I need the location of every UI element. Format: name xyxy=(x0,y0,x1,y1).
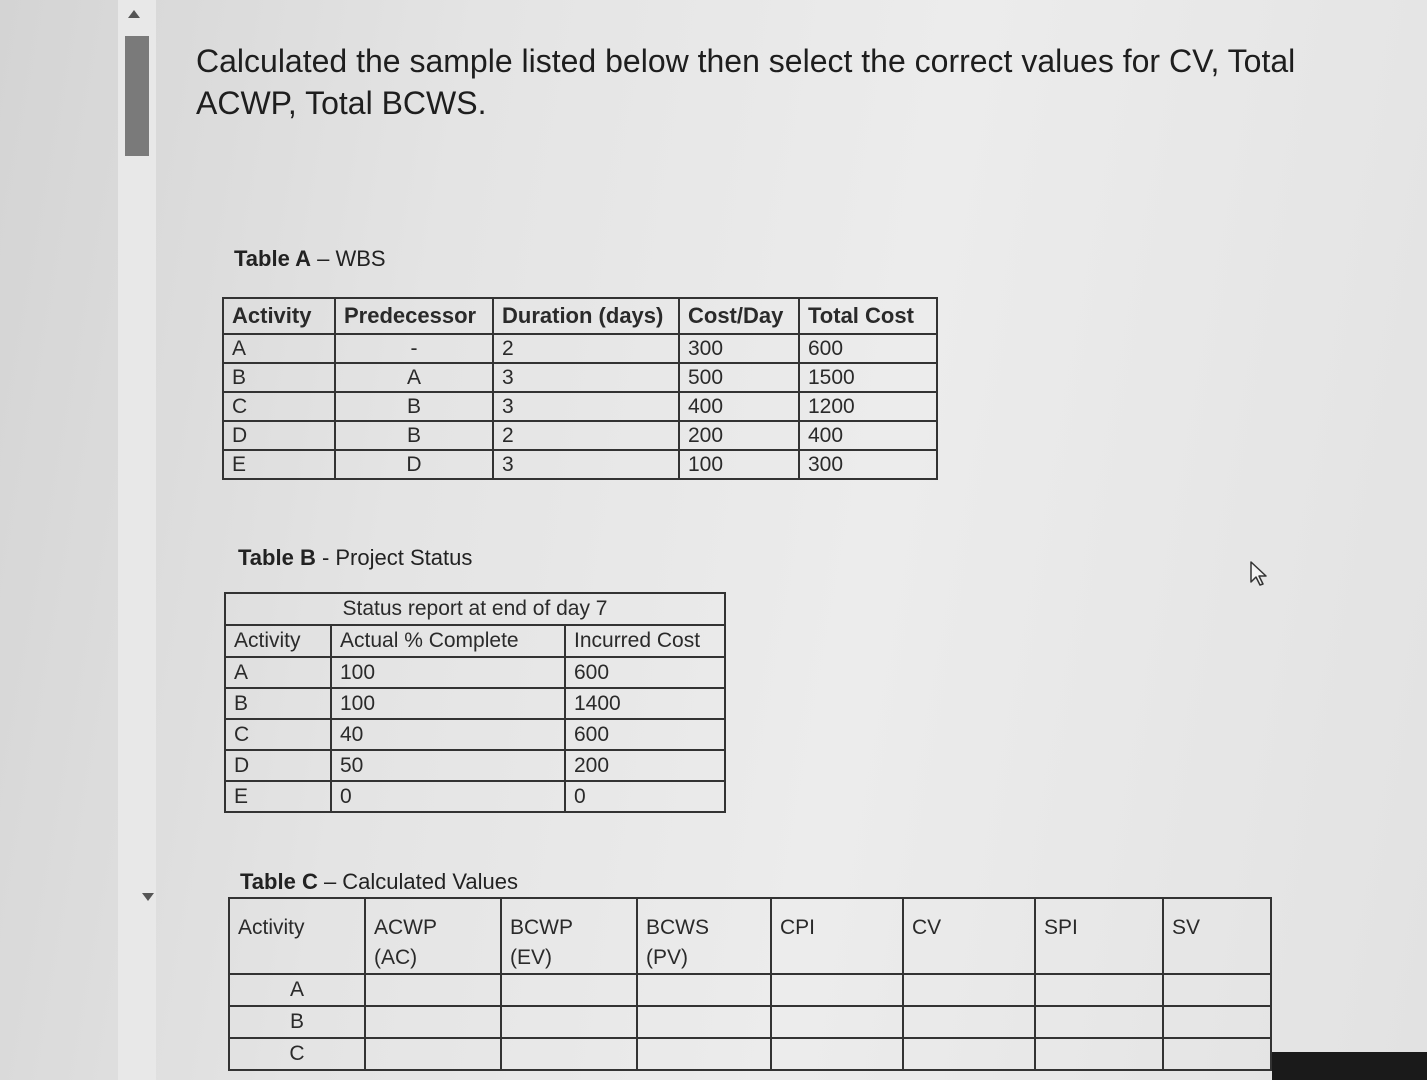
table-row xyxy=(223,450,937,479)
header-cpi xyxy=(771,898,903,974)
empty-cell[interactable] xyxy=(365,1038,501,1070)
table-row xyxy=(229,974,1271,1006)
empty-cell[interactable] xyxy=(903,974,1035,1006)
cell: 1400 xyxy=(565,688,725,719)
header-line2: (AC) xyxy=(374,946,418,969)
scroll-up-arrow-icon[interactable] xyxy=(128,10,140,18)
table-header-row xyxy=(229,898,1271,974)
header-line1: BCWP xyxy=(510,916,573,939)
header-cv xyxy=(903,898,1035,974)
header-activity: Activity xyxy=(225,625,331,657)
table-b-caption-bold: Table B xyxy=(238,545,316,570)
vertical-scrollbar[interactable] xyxy=(118,0,156,1080)
cell-activity: A xyxy=(229,974,365,1006)
table-row xyxy=(225,719,725,750)
cell: A xyxy=(223,334,335,363)
table-a-caption xyxy=(234,246,386,272)
cell: B xyxy=(335,421,493,450)
table-row xyxy=(225,688,725,719)
header-line1: CV xyxy=(912,916,942,939)
header-sv xyxy=(1163,898,1271,974)
cell: D xyxy=(223,421,335,450)
table-row xyxy=(223,392,937,421)
empty-cell[interactable] xyxy=(501,1006,637,1038)
status-report-title: Status report at end of day 7 xyxy=(225,593,725,625)
cell: 600 xyxy=(565,657,725,688)
header-predecessor: Predecessor xyxy=(335,298,493,334)
table-c-caption xyxy=(240,869,518,895)
table-row xyxy=(225,750,725,781)
project-status-table xyxy=(224,592,726,813)
cell: 40 xyxy=(331,719,565,750)
header-line2: (EV) xyxy=(510,946,552,969)
cell-activity: C xyxy=(229,1038,365,1070)
screen-bezel-edge xyxy=(1272,1052,1427,1080)
calculated-values-table xyxy=(228,897,1272,1071)
header-actual-percent-complete: Actual % Complete xyxy=(331,625,565,657)
cell: 300 xyxy=(799,450,937,479)
cell: C xyxy=(223,392,335,421)
table-row xyxy=(223,334,937,363)
table-a-caption-bold: Table A xyxy=(234,246,312,271)
empty-cell[interactable] xyxy=(637,1038,771,1070)
empty-cell[interactable] xyxy=(903,1038,1035,1070)
empty-cell[interactable] xyxy=(771,1006,903,1038)
cell: 200 xyxy=(679,421,799,450)
header-line2: (PV) xyxy=(646,946,688,969)
header-spi xyxy=(1035,898,1163,974)
table-b-caption xyxy=(238,545,472,571)
cell: 200 xyxy=(565,750,725,781)
empty-cell[interactable] xyxy=(1163,1006,1271,1038)
cell-activity: B xyxy=(229,1006,365,1038)
table-row xyxy=(223,421,937,450)
header-activity xyxy=(229,898,365,974)
table-a-caption-rest: – WBS xyxy=(311,246,386,271)
header-line1: BCWS xyxy=(646,916,709,939)
scroll-down-arrow-icon[interactable] xyxy=(142,893,154,901)
empty-cell[interactable] xyxy=(1163,1038,1271,1070)
cell: 1200 xyxy=(799,392,937,421)
cell: 3 xyxy=(493,363,679,392)
cell: 3 xyxy=(493,392,679,421)
empty-cell[interactable] xyxy=(771,974,903,1006)
table-row xyxy=(225,657,725,688)
cell: 50 xyxy=(331,750,565,781)
cell: - xyxy=(335,334,493,363)
empty-cell[interactable] xyxy=(903,1006,1035,1038)
cell: 600 xyxy=(799,334,937,363)
table-header-row xyxy=(223,298,937,334)
empty-cell[interactable] xyxy=(501,974,637,1006)
cell: E xyxy=(223,450,335,479)
table-title-row xyxy=(225,593,725,625)
header-bcws xyxy=(637,898,771,974)
header-acwp xyxy=(365,898,501,974)
empty-cell[interactable] xyxy=(771,1038,903,1070)
empty-cell[interactable] xyxy=(1035,1006,1163,1038)
cell: C xyxy=(225,719,331,750)
empty-cell[interactable] xyxy=(501,1038,637,1070)
cell: 0 xyxy=(565,781,725,812)
question-text: Calculated the sample listed below then select the correct values for CV, Total ACWP, Total BCWS. xyxy=(196,43,1296,121)
cell: 100 xyxy=(331,657,565,688)
table-row xyxy=(229,1038,1271,1070)
cell: 3 xyxy=(493,450,679,479)
cell: E xyxy=(225,781,331,812)
cell: B xyxy=(223,363,335,392)
cell: 2 xyxy=(493,334,679,363)
empty-cell[interactable] xyxy=(1163,974,1271,1006)
empty-cell[interactable] xyxy=(637,974,771,1006)
cell: A xyxy=(225,657,331,688)
table-b-caption-rest: - Project Status xyxy=(315,545,473,570)
cell: D xyxy=(335,450,493,479)
cell: 1500 xyxy=(799,363,937,392)
empty-cell[interactable] xyxy=(365,1006,501,1038)
header-duration: Duration (days) xyxy=(493,298,679,334)
header-incurred-cost: Incurred Cost xyxy=(565,625,725,657)
cell: 400 xyxy=(799,421,937,450)
cell: A xyxy=(335,363,493,392)
cell: 600 xyxy=(565,719,725,750)
empty-cell[interactable] xyxy=(365,974,501,1006)
empty-cell[interactable] xyxy=(1035,1038,1163,1070)
table-c-caption-bold: Table C xyxy=(240,869,318,894)
table-row xyxy=(225,781,725,812)
cell: B xyxy=(335,392,493,421)
table-c-caption-rest: – Calculated Values xyxy=(317,869,518,894)
header-line1: Activity xyxy=(238,916,305,939)
header-cost-per-day: Cost/Day xyxy=(679,298,799,334)
header-line1: CPI xyxy=(780,916,816,939)
header-activity: Activity xyxy=(223,298,335,334)
mouse-pointer-icon xyxy=(1247,558,1277,588)
cell: 2 xyxy=(493,421,679,450)
header-line1: ACWP xyxy=(374,916,437,939)
cell: B xyxy=(225,688,331,719)
cell: 100 xyxy=(679,450,799,479)
table-row xyxy=(223,363,937,392)
header-line1: SV xyxy=(1172,916,1201,939)
wbs-table xyxy=(222,297,938,480)
cell: D xyxy=(225,750,331,781)
empty-cell[interactable] xyxy=(1035,974,1163,1006)
table-row xyxy=(229,1006,1271,1038)
header-line1: SPI xyxy=(1044,916,1078,939)
cell: 0 xyxy=(331,781,565,812)
cell: 100 xyxy=(331,688,565,719)
table-header-row xyxy=(225,625,725,657)
cell: 400 xyxy=(679,392,799,421)
empty-cell[interactable] xyxy=(637,1006,771,1038)
header-bcwp xyxy=(501,898,637,974)
cell: 500 xyxy=(679,363,799,392)
scrollbar-thumb[interactable] xyxy=(125,36,149,156)
header-total-cost: Total Cost xyxy=(799,298,937,334)
cell: 300 xyxy=(679,334,799,363)
